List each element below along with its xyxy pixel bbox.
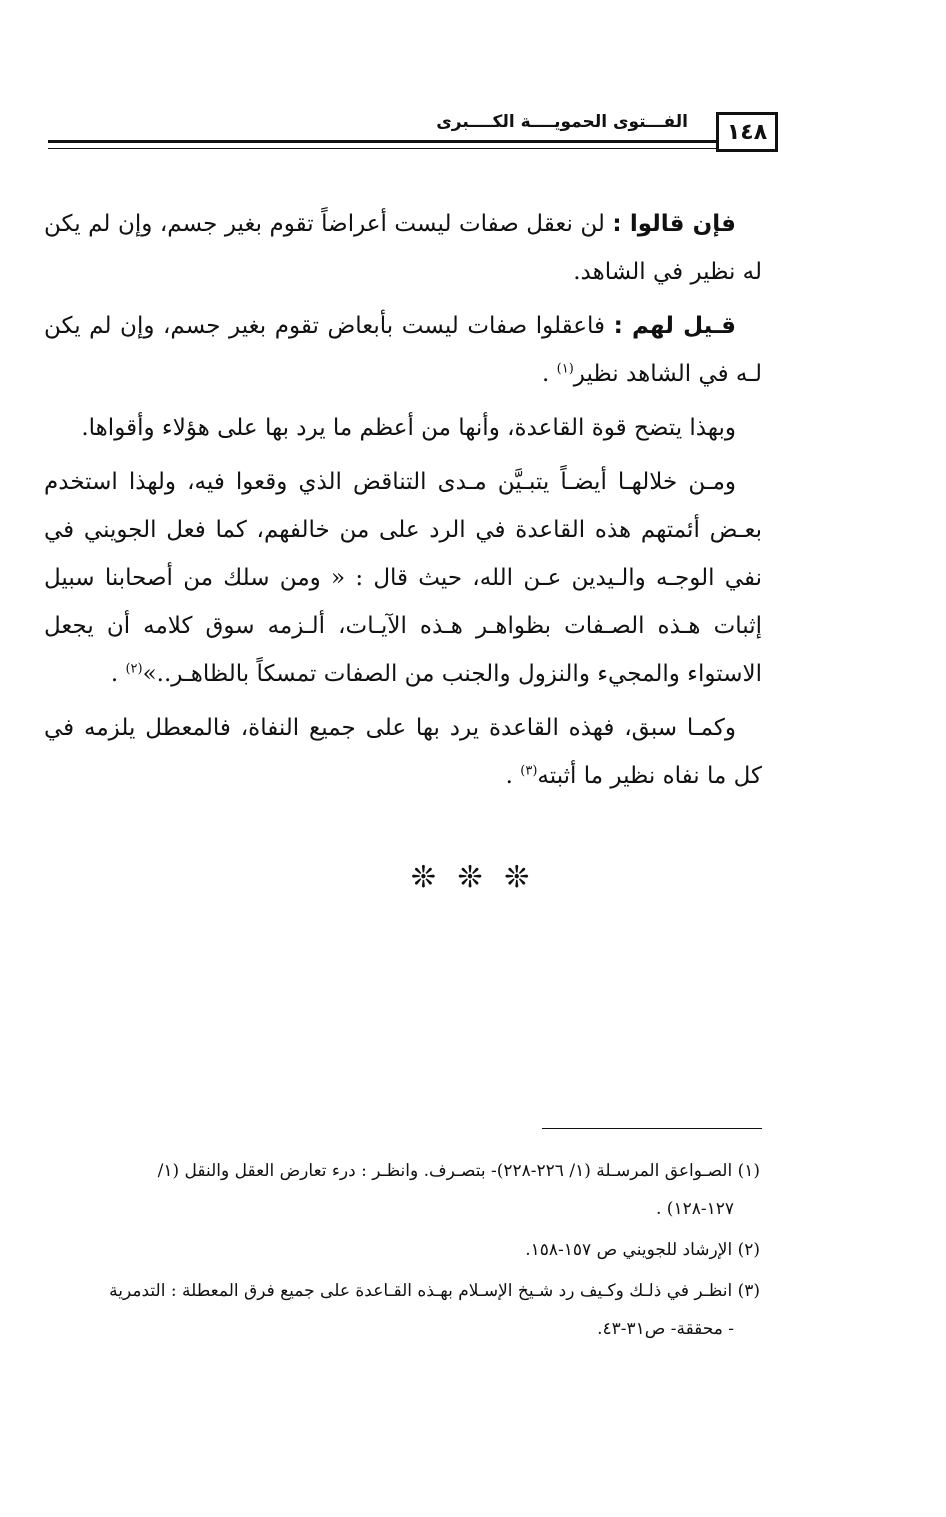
paragraph-3 [44, 404, 762, 452]
paragraph-4-end: . [110, 661, 126, 687]
paragraph-2 [44, 302, 762, 398]
paragraph-1 [44, 200, 762, 296]
footnote-3 [40, 1272, 760, 1348]
header-rule-thin [48, 148, 716, 149]
paragraph-1-text: لن نعقل صفات ليست أعراضاً تقوم بغير جسم، وإن لم يكن له نظير في الشاهد. [44, 211, 762, 285]
paragraph-5-text: وكمـا سبق، فهذه القاعدة يرد بها على جميع النفاة، فالمعطل يلزمه في كل ما نفاه نظير ما أثبته [44, 715, 762, 789]
footnote-3-line-1: (٣) انظـر في ذلـك وكـيف رد شـيخ الإسـلام بهـذه القـاعدة على جميع فرق المعطلة : التدمرية [109, 1281, 760, 1301]
paragraph-2-end: . [542, 361, 557, 387]
footnote-2 [40, 1231, 760, 1269]
footnote-ref-2: (٢) [125, 661, 143, 677]
page-number: ١٤٨ [716, 112, 778, 152]
footnote-1-line-2: ١٢٧-١٢٨) . [655, 1199, 734, 1219]
paragraph-3-text: وبهذا يتضح قوة القاعدة، وأنها من أعظم ما يرد بها على هؤلاء وأقواها. [81, 415, 736, 441]
paragraph-4-text: ومـن خلالهـا أيضـاً يتبـيَّن مـدى التناقض الذي وقعوا فيه، ولهذا استخدم بعـض أئمتهم هذه القاعدة في الرد على من خالفهم، كما فعل الجويني في نفي الوجـه والـيدين عـن الله، حيث قال : « ومن سلك من أصحابنا سبيل إثبات هـذه الصـفات بظواهـر هـذه الآيـات، ألـزمه سوق كلامه أن يجعل الاستواء والمجيء والنزول والجنب من الصفات تمسكاً بالظاهـر..» [44, 469, 763, 687]
footnote-ref-1: (١) [556, 361, 574, 377]
footnote-1 [40, 1152, 760, 1228]
paragraph-2-text: فاعقلوا صفات ليست بأبعاض تقوم بغير جسم، وإن لم يكن لـه في الشاهد نظير [44, 313, 762, 387]
footnote-2-text: (٢) الإرشاد للجويني ص ١٥٧-١٥٨. [525, 1240, 760, 1260]
paragraph-5 [44, 704, 762, 800]
footnote-separator [542, 1128, 762, 1129]
page-header [48, 108, 778, 156]
footnote-ref-3: (٣) [520, 763, 538, 779]
footnotes [40, 1152, 760, 1351]
footnote-1-line-1: (١) الصـواعق المرسـلة (١/ ٢٢٦-٢٢٨)- بتصـرف. وانظـر : درء تعارض العقل والنقل (١/ [157, 1161, 760, 1181]
main-text [44, 200, 762, 806]
paragraph-1-lead: فإن قالوا : [612, 211, 736, 237]
header-rule [48, 140, 716, 143]
section-ornament: ❊ ❊ ❊ [410, 860, 536, 895]
paragraph-4 [44, 458, 762, 698]
paragraph-5-end: . [505, 763, 521, 789]
paragraph-2-lead: قـيل لهم : [613, 313, 736, 339]
footnote-3-line-2: - محققة- ص٣١-٤٣. [597, 1319, 734, 1339]
book-title: الفـــتوى الحمويــــة الكــــبرى [436, 112, 688, 132]
